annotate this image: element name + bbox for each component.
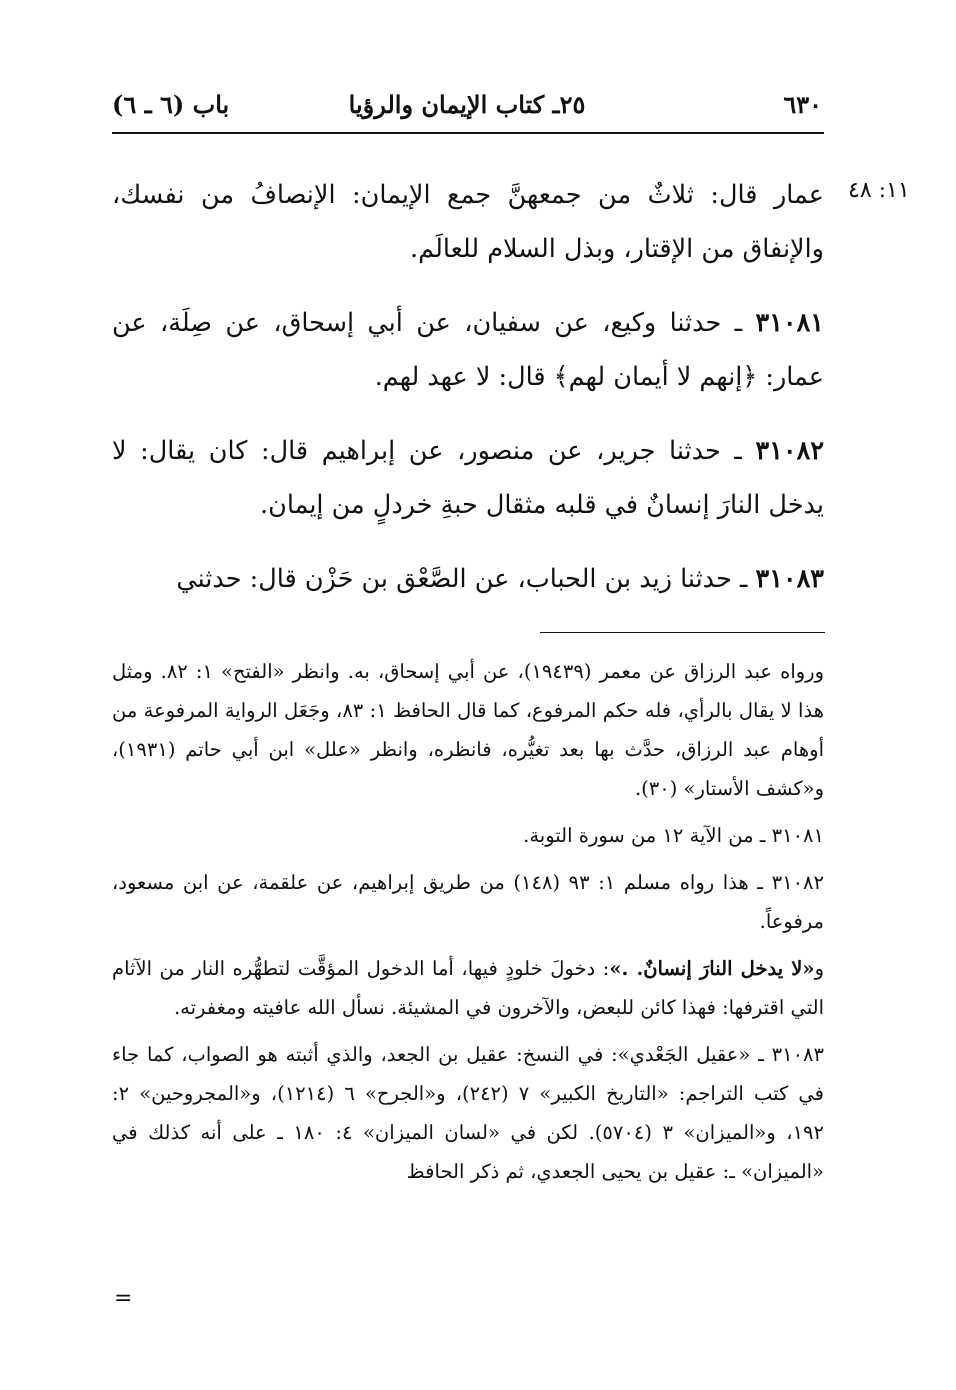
continuation-mark: = — [114, 1286, 133, 1311]
hadith-number: ٣١٠٨١ — [755, 308, 824, 338]
footnotes — [112, 652, 824, 1199]
page-number: ٦٣٠ — [783, 90, 822, 119]
footnote: ٣١٠٨٣ ـ «عقيل الجَعْدي»: في النسخ: عقيل بن الجعد، والذي أثبته هو الصواب، كما جاء في كتب التراجم: «التاريخ الكبير» ٧ (٢٤٢)، و«الجرح» ٦ (١٢١٤)، و«المجروحين» ٢: ١٩٢، و«الميزان» ٣ (٥٧٠٤). لكن في «لسان الميزان» ٤: ١٨٠ ـ على أنه كذلك في «الميزان» ـ: عقيل بن يحيى الجعدي، ثم ذكر الحافظ — [112, 1043, 824, 1183]
hadith-text: ـ حدثنا زيد بن الحباب، عن الصَّعْق بن حَزْن قال: حدثني — [176, 564, 748, 594]
hadith-31081 — [112, 296, 824, 404]
hadith-text: ـ حدثنا وكيع، عن سفيان، عن أبي إسحاق، عن صِلَة، عن عمار: ﴿إنهم لا أيمان لهم﴾ قال: لا عهد لهم. — [112, 308, 824, 392]
paragraph-continuation: عمار قال: ثلاثٌ من جمعهنَّ جمع الإيمان: الإنصافُ من نفسك، والإنفاق من الإقتار، وبذل السلام للعالَم. — [112, 180, 824, 264]
chapter-label: باب (٦ ـ ٦) — [112, 90, 230, 119]
hadith-number: ٣١٠٨٣ — [755, 564, 824, 594]
footnote-separator — [540, 632, 825, 633]
running-header — [112, 90, 822, 130]
book-title: ٢٥ـ كتاب الإيمان والرؤيا — [348, 90, 586, 119]
footnote — [112, 949, 824, 1027]
hadith-text: ـ حدثنا جرير، عن منصور، عن إبراهيم قال: كان يقال: لا يدخل النارَ إنسانٌ في قلبه مثقال حبةِ خردلٍ من إيمان. — [112, 436, 824, 520]
hadith-31082 — [112, 424, 824, 532]
footnote: ٣١٠٨١ ـ من الآية ١٢ من سورة التوبة. — [523, 824, 824, 847]
footnote-prefix: و — [814, 957, 824, 980]
hadith-number: ٣١٠٨٢ — [755, 436, 825, 466]
footnote: ورواه عبد الرزاق عن معمر (١٩٤٣٩)، عن أبي إسحاق، به. وانظر «الفتح» ١: ٨٢. ومثل هذا لا يقال بالرأي، فله حكم المرفوع، كما قال الحافظ ١: ٨٣، وجَعَل الرواية المرفوعة من أوهام عبد الرزاق، حدَّث بها بعد تغيُّره، فانظره، وانظر «علل» ابن أبي حاتم (١٩٣١)، و«كشف الأستار» (٣٠). — [112, 660, 824, 800]
hadith-31083 — [112, 552, 824, 606]
margin-reference: ١١: ٤٨ — [848, 178, 910, 203]
footnote-text: : دخولَ خلودٍ فيها، أما الدخول المؤقَّت لتطهُّره النار من الآثام التي اقترفها: فهذا كائن للبعض، والآخرون في المشيئة. نسأل الله عافيته ومغفرته. — [112, 957, 824, 1019]
header-rule — [112, 132, 824, 134]
footnote-quote: «لا يدخل النارَ إنسانٌ. .» — [609, 957, 815, 980]
footnote: ٣١٠٨٢ ـ هذا رواه مسلم ١: ٩٣ (١٤٨) من طريق إبراهيم، عن علقمة، عن ابن مسعود، مرفوعاً. — [112, 871, 824, 933]
main-text — [112, 168, 824, 626]
